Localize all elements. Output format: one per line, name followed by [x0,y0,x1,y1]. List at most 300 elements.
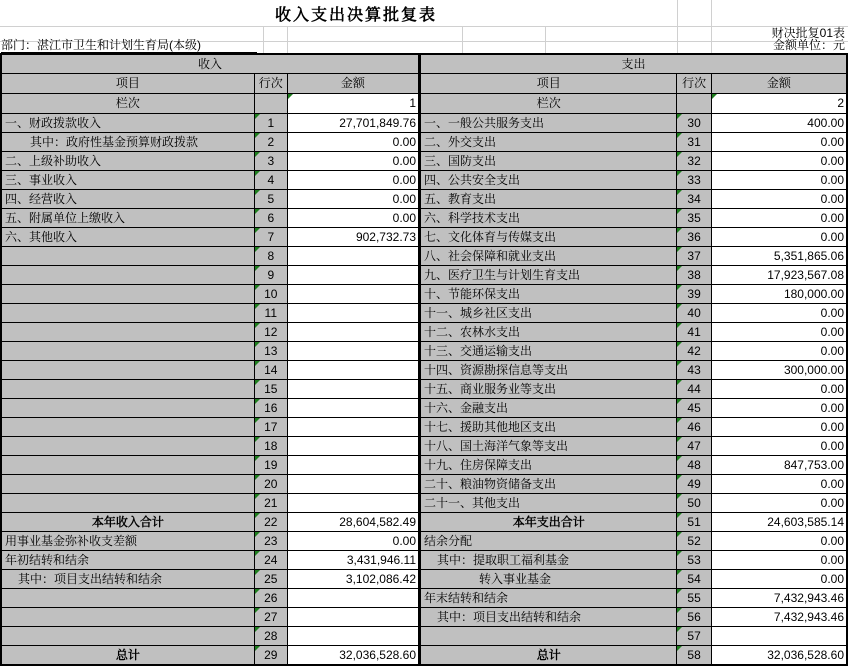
table-row [421,494,848,513]
row-no-cell[interactable]: 12 [254,323,287,342]
item-label-cell[interactable]: 一、财政拨款收入 [1,114,254,133]
amount-cell[interactable]: 28,604,582.49 [287,513,419,532]
cell-error-triangle-icon [255,475,260,480]
table-row [1,266,419,285]
item-label-cell[interactable] [1,494,254,513]
table-row [1,513,419,532]
cell-error-triangle-icon [255,228,260,233]
item-label-cell[interactable] [1,627,254,646]
expense-section-header[interactable]: 支出 [421,54,848,74]
cell-error-triangle-icon [255,285,260,290]
expense-lanci-label[interactable]: 栏次 [421,94,677,114]
row-no-cell[interactable]: 43 [677,361,711,380]
income-table [0,53,420,666]
item-label-cell[interactable] [1,418,254,437]
row-no-cell[interactable]: 49 [677,475,711,494]
amount-cell[interactable] [287,380,419,399]
amount-cell[interactable]: 300,000.00 [711,361,847,380]
cell-error-triangle-icon [712,94,717,99]
table-row [1,114,419,133]
amount-cell[interactable]: 27,701,849.76 [287,114,419,133]
item-label-cell[interactable] [1,456,254,475]
row-no-cell[interactable]: 3 [254,152,287,171]
cell-error-triangle-icon [677,475,682,480]
cell-error-triangle-icon [255,247,260,252]
cell-error-triangle-icon [677,627,682,632]
amount-cell[interactable]: 17,923,567.08 [711,266,847,285]
expense-lanci-empty-cell[interactable] [677,94,711,114]
cell-error-triangle-icon [677,551,682,556]
row-no-cell[interactable]: 42 [677,342,711,361]
cell-error-triangle-icon [255,456,260,461]
item-label-cell[interactable]: 五、教育支出 [421,190,677,209]
table-row [1,228,419,247]
item-label-cell[interactable] [1,285,254,304]
cell-error-triangle-icon [255,646,260,651]
table-row [421,608,848,627]
amount-cell[interactable]: 0.00 [711,437,847,456]
cell-error-triangle-icon [677,171,682,176]
cell-error-triangle-icon [255,209,260,214]
amount-cell[interactable] [287,361,419,380]
table-row [1,323,419,342]
item-label-cell[interactable]: 用事业基金弥补收支差额 [1,532,254,551]
table-area [0,53,848,666]
cell-error-triangle-icon [255,532,260,537]
row-no-cell[interactable]: 29 [254,646,287,666]
amount-cell[interactable] [287,304,419,323]
item-label-cell[interactable]: 六、其他收入 [1,228,254,247]
table-row [421,171,848,190]
table-row [1,570,419,589]
table-row [421,361,848,380]
amount-cell[interactable]: 5,351,865.06 [711,247,847,266]
cell-error-triangle-icon [677,304,682,309]
table-row [421,570,848,589]
item-label-cell[interactable]: 结余分配 [421,532,677,551]
amount-cell[interactable]: 0.00 [287,152,419,171]
amount-cell[interactable]: 0.00 [711,342,847,361]
cell-error-triangle-icon [677,418,682,423]
row-no-cell[interactable]: 23 [254,532,287,551]
cell-error-triangle-icon [677,437,682,442]
gridline [545,26,546,53]
cell-error-triangle-icon [677,589,682,594]
item-label-cell[interactable]: 十五、商业服务业等支出 [421,380,677,399]
row-no-cell[interactable]: 53 [677,551,711,570]
item-label-cell[interactable]: 二、上级补助收入 [1,152,254,171]
row-no-cell[interactable]: 46 [677,418,711,437]
table-row [421,285,848,304]
item-label-cell[interactable]: 年末结转和结余 [421,589,677,608]
row-no-cell[interactable]: 1 [254,114,287,133]
amount-cell[interactable]: 902,732.73 [287,228,419,247]
row-no-cell[interactable]: 17 [254,418,287,437]
item-label-cell[interactable] [1,475,254,494]
row-no-cell[interactable]: 28 [254,627,287,646]
amount-cell[interactable]: 0.00 [711,190,847,209]
amount-cell[interactable]: 400.00 [711,114,847,133]
table-row [421,456,848,475]
expense-column-header-item[interactable]: 项目 [421,74,677,94]
row-no-cell[interactable]: 47 [677,437,711,456]
amount-cell[interactable]: 0.00 [711,551,847,570]
row-no-cell[interactable]: 32 [677,152,711,171]
item-label-cell[interactable]: 转入事业基金 [421,570,677,589]
cell-error-triangle-icon [255,114,260,119]
amount-cell[interactable]: 0.00 [711,323,847,342]
row-no-cell[interactable]: 20 [254,475,287,494]
income-column-header-item[interactable]: 项目 [1,74,254,94]
item-label-cell[interactable]: 十九、住房保障支出 [421,456,677,475]
row-no-cell[interactable]: 38 [677,266,711,285]
cell-error-triangle-icon [255,323,260,328]
gridline [287,26,288,53]
cell-error-triangle-icon [255,437,260,442]
cell-error-triangle-icon [255,304,260,309]
table-row [1,456,419,475]
item-label-cell[interactable]: 十六、金融支出 [421,399,677,418]
item-label-cell[interactable]: 总计 [421,646,677,666]
table-row [421,209,848,228]
item-label-cell[interactable]: 四、经营收入 [1,190,254,209]
row-no-cell[interactable]: 44 [677,380,711,399]
item-label-cell[interactable]: 十、节能环保支出 [421,285,677,304]
row-no-cell[interactable]: 55 [677,589,711,608]
amount-cell[interactable] [287,437,419,456]
row-no-cell[interactable]: 39 [677,285,711,304]
item-label-cell[interactable]: 二十一、其他支出 [421,494,677,513]
amount-cell[interactable]: 0.00 [711,532,847,551]
amount-cell[interactable]: 0.00 [711,380,847,399]
table-row [421,247,848,266]
table-row [1,627,419,646]
cell-error-triangle-icon [288,94,293,99]
table-row [1,247,419,266]
table-row [1,399,419,418]
cell-error-triangle-icon [255,513,260,518]
row-no-cell[interactable]: 40 [677,304,711,323]
gridline [263,26,264,53]
amount-cell[interactable]: 0.00 [711,171,847,190]
amount-cell[interactable] [287,589,419,608]
item-label-cell[interactable]: 八、社会保障和就业支出 [421,247,677,266]
item-label-cell[interactable]: 其中：政府性基金预算财政拨款 [1,133,254,152]
amount-cell[interactable] [287,399,419,418]
row-no-cell[interactable]: 35 [677,209,711,228]
amount-cell[interactable]: 32,036,528.60 [711,646,847,666]
amount-cell[interactable]: 0.00 [287,209,419,228]
amount-cell[interactable]: 3,431,946.11 [287,551,419,570]
amount-cell[interactable]: 847,753.00 [711,456,847,475]
table-row [1,133,419,152]
cell-error-triangle-icon [255,361,260,366]
row-no-cell[interactable]: 36 [677,228,711,247]
item-label-cell[interactable] [1,304,254,323]
cell-error-triangle-icon [677,513,682,518]
amount-cell[interactable] [287,494,419,513]
row-no-cell[interactable]: 9 [254,266,287,285]
amount-cell[interactable] [287,456,419,475]
item-label-cell[interactable]: 四、公共安全支出 [421,171,677,190]
item-label-cell[interactable]: 九、医疗卫生与计划生育支出 [421,266,677,285]
cell-error-triangle-icon [677,209,682,214]
item-label-cell[interactable] [1,247,254,266]
row-no-cell[interactable]: 48 [677,456,711,475]
gridline [0,26,848,27]
row-no-cell[interactable]: 31 [677,133,711,152]
row-no-cell[interactable]: 22 [254,513,287,532]
table-row [1,304,419,323]
item-label-cell[interactable]: 年初结转和结余 [1,551,254,570]
amount-cell[interactable] [287,247,419,266]
amount-cell[interactable]: 180,000.00 [711,285,847,304]
item-label-cell[interactable]: 其中：项目支出结转和结余 [1,570,254,589]
table-row [421,646,848,666]
cell-error-triangle-icon [677,285,682,290]
table-row [1,418,419,437]
cell-error-triangle-icon [677,380,682,385]
table-row [1,437,419,456]
amount-cell[interactable]: 0.00 [711,304,847,323]
table-row [1,608,419,627]
row-no-cell[interactable]: 16 [254,399,287,418]
item-label-cell[interactable] [1,399,254,418]
amount-cell[interactable]: 0.00 [711,475,847,494]
cell-error-triangle-icon [255,342,260,347]
amount-cell[interactable] [287,418,419,437]
amount-cell[interactable]: 0.00 [287,133,419,152]
row-no-cell[interactable]: 41 [677,323,711,342]
amount-cell[interactable] [287,475,419,494]
table-row [1,209,419,228]
cell-error-triangle-icon [255,171,260,176]
row-no-cell[interactable]: 14 [254,361,287,380]
item-label-cell[interactable] [1,361,254,380]
item-label-cell[interactable]: 一、一般公共服务支出 [421,114,677,133]
table-row [421,190,848,209]
item-label-cell[interactable]: 二、外交支出 [421,133,677,152]
cell-error-triangle-icon [677,228,682,233]
item-label-cell[interactable] [421,627,677,646]
item-label-cell[interactable]: 其中：项目支出结转和结余 [421,608,677,627]
item-label-cell[interactable] [1,342,254,361]
cell-error-triangle-icon [677,608,682,613]
item-label-cell[interactable]: 十一、城乡社区支出 [421,304,677,323]
cell-error-triangle-icon [677,456,682,461]
department-label: 部门：湛江市卫生和计划生育局(本级) [1,38,257,54]
amount-cell[interactable]: 0.00 [711,494,847,513]
row-no-cell[interactable]: 15 [254,380,287,399]
amount-cell[interactable]: 0.00 [711,570,847,589]
cell-error-triangle-icon [255,133,260,138]
row-no-cell[interactable]: 7 [254,228,287,247]
amount-cell[interactable]: 0.00 [711,399,847,418]
expense-column-number-cell[interactable] [711,94,847,114]
cell-error-triangle-icon [255,608,260,613]
row-no-cell[interactable]: 30 [677,114,711,133]
income-lanci-empty-cell[interactable] [254,94,287,114]
income-column-number: 1 [409,96,416,110]
item-label-cell[interactable] [1,437,254,456]
cell-error-triangle-icon [677,570,682,575]
row-no-cell[interactable]: 5 [254,190,287,209]
item-label-cell[interactable]: 三、事业收入 [1,171,254,190]
amount-cell[interactable]: 0.00 [711,133,847,152]
income-column-header-amount[interactable]: 金额 [287,74,419,94]
row-no-cell[interactable]: 24 [254,551,287,570]
cell-error-triangle-icon [255,570,260,575]
item-label-cell[interactable] [1,608,254,627]
expense-column-header-amount[interactable]: 金额 [711,74,847,94]
row-no-cell[interactable]: 33 [677,171,711,190]
amount-cell[interactable] [287,608,419,627]
row-no-cell[interactable]: 58 [677,646,711,666]
item-label-cell[interactable]: 其中：提取职工福利基金 [421,551,677,570]
expense-column-number: 2 [837,96,844,110]
table-row [1,475,419,494]
row-no-cell[interactable]: 2 [254,133,287,152]
item-label-cell[interactable]: 十八、国土海洋气象等支出 [421,437,677,456]
row-no-cell[interactable]: 11 [254,304,287,323]
item-label-cell[interactable] [1,323,254,342]
amount-cell[interactable]: 32,036,528.60 [287,646,419,666]
cell-error-triangle-icon [255,380,260,385]
table-row [421,114,848,133]
cell-error-triangle-icon [255,190,260,195]
amount-cell[interactable]: 24,603,585.14 [711,513,847,532]
row-no-cell[interactable]: 13 [254,342,287,361]
item-label-cell[interactable] [1,266,254,285]
table-row [421,380,848,399]
form-code-label: 财决批复01表 [771,26,845,40]
cell-error-triangle-icon [677,342,682,347]
row-no-cell[interactable]: 4 [254,171,287,190]
table-row [421,133,848,152]
row-no-cell[interactable]: 45 [677,399,711,418]
cell-error-triangle-icon [255,266,260,271]
table-row [1,646,419,666]
income-section-header[interactable]: 收入 [1,54,419,74]
table-row [421,513,848,532]
amount-cell[interactable] [287,627,419,646]
item-label-cell[interactable]: 十二、农林水支出 [421,323,677,342]
table-row [1,532,419,551]
row-no-cell[interactable]: 56 [677,608,711,627]
item-label-cell[interactable]: 二十、粮油物资储备支出 [421,475,677,494]
item-label-cell[interactable]: 三、国防支出 [421,152,677,171]
row-no-cell[interactable]: 27 [254,608,287,627]
row-no-cell[interactable]: 10 [254,285,287,304]
amount-cell[interactable]: 0.00 [711,209,847,228]
item-label-cell[interactable] [1,589,254,608]
cell-error-triangle-icon [255,551,260,556]
table-row [1,589,419,608]
cell-error-triangle-icon [677,361,682,366]
table-row [421,589,848,608]
amount-cell[interactable]: 0.00 [287,532,419,551]
cell-error-triangle-icon [255,152,260,157]
cell-error-triangle-icon [255,418,260,423]
row-no-cell[interactable]: 37 [677,247,711,266]
page-title: 收入支出决算批复表 [274,7,437,24]
table-row [1,342,419,361]
table-row [1,285,419,304]
income-column-header-rowno[interactable]: 行次 [254,74,287,94]
table-row [1,190,419,209]
item-label-cell[interactable]: 六、科学技术支出 [421,209,677,228]
expense-column-header-rowno[interactable]: 行次 [677,74,711,94]
cell-error-triangle-icon [677,152,682,157]
row-no-cell[interactable]: 51 [677,513,711,532]
cell-error-triangle-icon [677,323,682,328]
amount-cell[interactable]: 7,432,943.46 [711,589,847,608]
cell-error-triangle-icon [677,399,682,404]
amount-cell[interactable]: 0.00 [711,228,847,247]
amount-cell[interactable]: 0.00 [287,190,419,209]
row-no-cell[interactable]: 8 [254,247,287,266]
amount-cell[interactable] [287,323,419,342]
row-no-cell[interactable]: 25 [254,570,287,589]
row-no-cell[interactable]: 26 [254,589,287,608]
table-row [421,399,848,418]
amount-cell[interactable] [287,285,419,304]
amount-cell[interactable]: 7,432,943.46 [711,608,847,627]
amount-cell[interactable] [711,627,847,646]
table-row [421,342,848,361]
item-label-cell[interactable]: 本年支出合计 [421,513,677,532]
cell-error-triangle-icon [677,114,682,119]
row-no-cell[interactable]: 50 [677,494,711,513]
row-no-cell[interactable]: 52 [677,532,711,551]
table-row [1,380,419,399]
item-label-cell[interactable]: 本年收入合计 [1,513,254,532]
row-no-cell[interactable]: 21 [254,494,287,513]
item-label-cell[interactable]: 总计 [1,646,254,666]
expense-table [420,53,848,666]
item-label-cell[interactable]: 十四、资源勘探信息等支出 [421,361,677,380]
item-label-cell[interactable]: 十七、援助其他地区支出 [421,418,677,437]
amount-cell[interactable]: 3,102,086.42 [287,570,419,589]
amount-cell[interactable]: 0.00 [711,418,847,437]
row-no-cell[interactable]: 34 [677,190,711,209]
table-row [421,266,848,285]
row-no-cell[interactable]: 54 [677,570,711,589]
row-no-cell[interactable]: 19 [254,456,287,475]
item-label-cell[interactable] [1,380,254,399]
cell-error-triangle-icon [255,627,260,632]
cell-error-triangle-icon [677,190,682,195]
row-no-cell[interactable]: 18 [254,437,287,456]
item-label-cell[interactable]: 五、附属单位上缴收入 [1,209,254,228]
table-row [1,494,419,513]
table-row [421,152,848,171]
row-no-cell[interactable]: 6 [254,209,287,228]
table-row [421,304,848,323]
item-label-cell[interactable]: 十三、交通运输支出 [421,342,677,361]
amount-cell[interactable] [287,342,419,361]
item-label-cell[interactable]: 七、文化体育与传媒支出 [421,228,677,247]
amount-cell[interactable]: 0.00 [287,171,419,190]
income-column-number-cell[interactable] [287,94,419,114]
amount-cell[interactable] [287,266,419,285]
table-row [421,551,848,570]
income-lanci-label[interactable]: 栏次 [1,94,254,114]
cell-error-triangle-icon [255,399,260,404]
amount-cell[interactable]: 0.00 [711,152,847,171]
table-row [421,323,848,342]
row-no-cell[interactable]: 57 [677,627,711,646]
